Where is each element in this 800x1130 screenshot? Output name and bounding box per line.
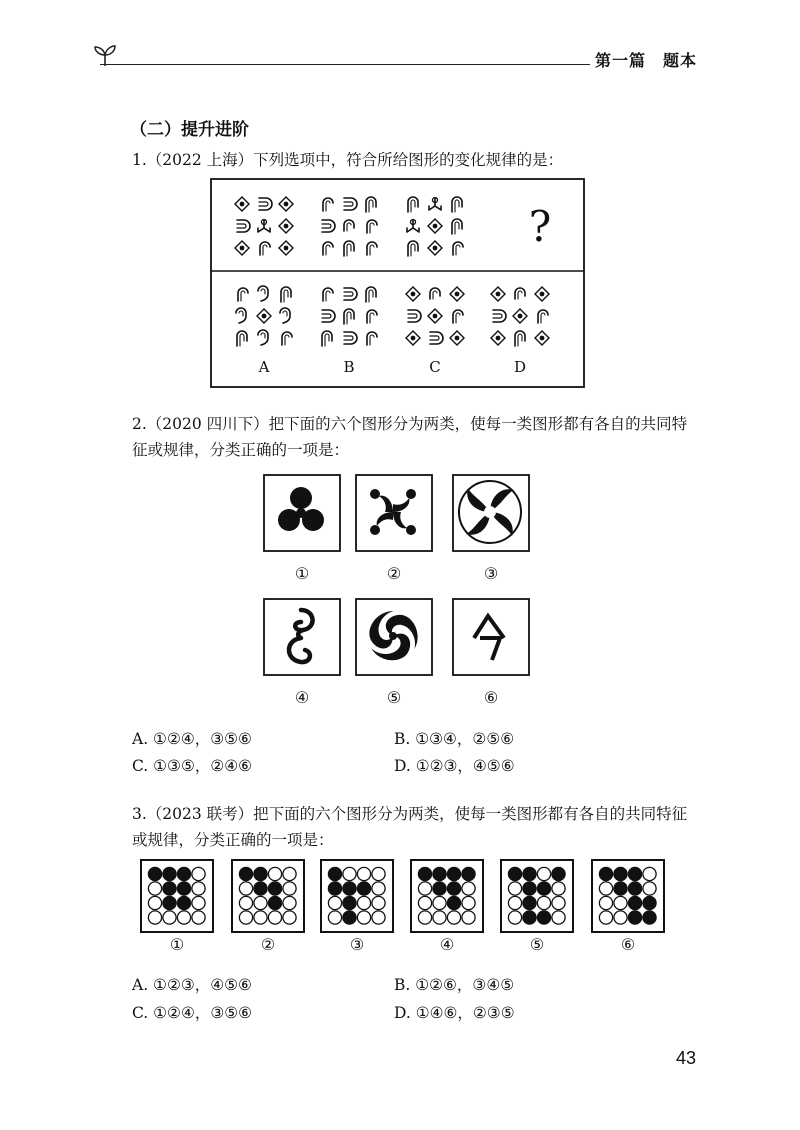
q2-figure-3 xyxy=(452,474,530,552)
filled-dot xyxy=(508,867,521,880)
diamond-icon xyxy=(235,197,249,211)
diamond-icon xyxy=(428,309,442,323)
filled-dot xyxy=(343,882,356,895)
q3-option-B[interactable]: B. ①②⑥，③④⑤ xyxy=(394,976,515,994)
q1-given-1 xyxy=(235,197,293,255)
q3-figure-label: ③ xyxy=(349,935,365,954)
empty-dot xyxy=(192,896,205,909)
u-icon xyxy=(344,288,357,300)
diamond-icon xyxy=(406,287,420,301)
hook-icon xyxy=(282,332,292,345)
empty-dot xyxy=(447,911,460,924)
filled-dot xyxy=(418,867,431,880)
filled-dot xyxy=(254,882,267,895)
empty-dot xyxy=(537,867,550,880)
q1-option-C[interactable] xyxy=(406,287,464,376)
cane-icon xyxy=(237,331,247,346)
empty-dot xyxy=(372,882,385,895)
q1-given-3 xyxy=(407,197,463,256)
empty-dot xyxy=(599,911,612,924)
empty-dot xyxy=(418,882,431,895)
empty-dot xyxy=(254,911,267,924)
q1-option-A[interactable] xyxy=(236,286,292,376)
empty-dot xyxy=(357,867,370,880)
empty-dot xyxy=(552,896,565,909)
hookc-icon xyxy=(515,288,525,299)
filled-dot xyxy=(628,911,641,924)
hook-icon xyxy=(538,310,548,323)
filled-dot xyxy=(328,882,341,895)
filled-dot xyxy=(552,867,565,880)
cane-icon xyxy=(322,331,332,346)
empty-dot xyxy=(508,896,521,909)
filled-dot xyxy=(163,882,176,895)
filled-dot xyxy=(447,896,460,909)
u-icon xyxy=(344,332,357,344)
diamond-icon xyxy=(450,287,464,301)
q3-option-C[interactable]: C. ①②④，③⑤⑥ xyxy=(132,1004,253,1022)
empty-dot xyxy=(177,911,190,924)
hook-icon xyxy=(238,288,248,301)
q3-figure-3 xyxy=(320,859,394,933)
u-icon xyxy=(259,198,272,210)
q2-figure-4 xyxy=(263,598,341,676)
filled-dot xyxy=(268,896,281,909)
filled-dot xyxy=(433,882,446,895)
filled-dot xyxy=(177,896,190,909)
empty-dot xyxy=(537,896,550,909)
q1-option-label: A xyxy=(258,358,270,376)
empty-dot xyxy=(433,911,446,924)
q1-figure xyxy=(210,178,585,388)
empty-dot xyxy=(239,882,252,895)
diamond-icon xyxy=(491,287,505,301)
filled-dot xyxy=(523,911,536,924)
q2-figure-1 xyxy=(263,474,341,552)
filled-dot xyxy=(628,867,641,880)
filled-dot xyxy=(447,867,460,880)
hook-icon xyxy=(367,242,377,255)
q2-figure-2 xyxy=(355,474,433,552)
cane-icon xyxy=(515,331,525,346)
hook-icon xyxy=(323,288,333,301)
diamond-icon xyxy=(513,309,527,323)
q3-option-D[interactable]: D. ①④⑥，②③⑤ xyxy=(394,1004,515,1022)
hookc-icon xyxy=(430,288,440,299)
empty-dot xyxy=(614,911,627,924)
diamond-icon xyxy=(279,197,293,211)
hook-icon xyxy=(367,332,377,345)
q2-option-D[interactable]: D. ①②③，④⑤⑥ xyxy=(394,757,515,775)
filled-dot xyxy=(343,911,356,924)
diamond-icon xyxy=(535,331,549,345)
empty-dot xyxy=(462,911,475,924)
q1-option-D[interactable] xyxy=(491,287,549,376)
empty-dot xyxy=(418,896,431,909)
empty-dot xyxy=(357,896,370,909)
u-icon xyxy=(344,198,357,210)
empty-dot xyxy=(643,882,656,895)
filled-dot xyxy=(537,882,550,895)
u-icon xyxy=(322,310,335,322)
empty-dot xyxy=(163,911,176,924)
empty-dot xyxy=(192,911,205,924)
section-title: （二）提升进阶 xyxy=(130,120,249,140)
diamond-icon xyxy=(235,241,249,255)
cane-icon xyxy=(408,197,418,212)
filled-dot xyxy=(148,867,161,880)
q3-figure-label: ④ xyxy=(439,935,455,954)
empty-dot xyxy=(372,867,385,880)
q3-figure-1 xyxy=(140,859,214,933)
filled-dot xyxy=(614,867,627,880)
q2-figure-label: ④ xyxy=(294,688,310,707)
filled-dot xyxy=(628,896,641,909)
filled-dot xyxy=(163,867,176,880)
q1-option-B[interactable] xyxy=(322,287,377,376)
empty-dot xyxy=(508,911,521,924)
diamond-icon xyxy=(257,309,271,323)
empty-dot xyxy=(268,867,281,880)
q3-figure-6 xyxy=(591,859,665,933)
trefoil-icon xyxy=(429,198,441,211)
filled-dot xyxy=(628,882,641,895)
empty-dot xyxy=(552,911,565,924)
empty-dot xyxy=(343,867,356,880)
mirrorhook-icon xyxy=(258,330,268,345)
q1-stem: 1.（2022 上海）下列选项中，符合所给图形的变化规律的是： xyxy=(132,151,564,169)
filled-dot xyxy=(599,867,612,880)
q2-option-A[interactable]: A. ①②④，③⑤⑥ xyxy=(132,730,252,748)
cane-icon xyxy=(281,287,291,302)
filled-dot xyxy=(177,882,190,895)
q3-stem: 3.（2023 联考）把下面的六个图形分为两类，使每一类图形都有各自的共同特征或规律，分类正确的一项是： xyxy=(132,805,688,849)
q3-option-A[interactable]: A. ①②③，④⑤⑥ xyxy=(132,976,252,994)
hook-icon xyxy=(453,242,463,255)
mirrorhook-icon xyxy=(236,308,246,323)
diamond-icon xyxy=(279,219,293,233)
empty-dot xyxy=(283,911,296,924)
empty-dot xyxy=(148,896,161,909)
cane-icon xyxy=(366,197,376,212)
empty-dot xyxy=(599,896,612,909)
q3-figure-2 xyxy=(231,859,305,933)
empty-dot xyxy=(328,896,341,909)
filled-dot xyxy=(447,882,460,895)
filled-dot xyxy=(523,896,536,909)
q1-option-label: C xyxy=(429,358,441,376)
empty-dot xyxy=(328,911,341,924)
hook-icon xyxy=(323,242,333,255)
diamond-icon xyxy=(428,241,442,255)
empty-dot xyxy=(643,867,656,880)
empty-dot xyxy=(192,882,205,895)
cane-icon xyxy=(366,287,376,302)
filled-dot xyxy=(177,867,190,880)
filled-dot xyxy=(239,867,252,880)
q1-question-mark: ? xyxy=(528,202,552,251)
page-number: 43 xyxy=(675,1048,696,1068)
filled-dot xyxy=(343,896,356,909)
cane-icon xyxy=(452,197,462,212)
empty-dot xyxy=(508,882,521,895)
hook-icon xyxy=(260,242,270,255)
empty-dot xyxy=(462,896,475,909)
empty-dot xyxy=(552,882,565,895)
empty-dot xyxy=(418,911,431,924)
q2-figure-label: ③ xyxy=(483,564,499,583)
q2-figure-5 xyxy=(355,598,433,676)
mirrorhook-icon xyxy=(258,286,268,301)
q3-figure-4 xyxy=(410,859,484,933)
filled-dot xyxy=(433,867,446,880)
hook-icon xyxy=(453,310,463,323)
empty-dot xyxy=(148,882,161,895)
empty-dot xyxy=(357,911,370,924)
q2-option-B[interactable]: B. ①③④，②⑤⑥ xyxy=(394,730,515,748)
empty-dot xyxy=(283,882,296,895)
diamond-icon xyxy=(406,331,420,345)
trefoil-icon xyxy=(407,220,419,233)
empty-dot xyxy=(239,896,252,909)
cane-icon xyxy=(344,241,354,256)
hook-icon xyxy=(367,310,377,323)
filled-dot xyxy=(537,911,550,924)
empty-dot xyxy=(239,911,252,924)
diamond-icon xyxy=(450,331,464,345)
empty-dot xyxy=(614,896,627,909)
empty-dot xyxy=(283,867,296,880)
empty-dot xyxy=(283,896,296,909)
filled-dot xyxy=(523,882,536,895)
filled-dot xyxy=(268,882,281,895)
filled-dot xyxy=(614,882,627,895)
diamond-icon xyxy=(491,331,505,345)
diamond-icon xyxy=(535,287,549,301)
q2-figure-6 xyxy=(452,598,530,676)
q3-figure-label: ⑤ xyxy=(529,935,545,954)
q2-figure-label: ② xyxy=(386,564,402,583)
mirrorhook-icon xyxy=(280,308,290,323)
filled-dot xyxy=(643,911,656,924)
q1-given-2 xyxy=(322,197,377,256)
u-icon xyxy=(493,310,506,322)
q1-option-label: D xyxy=(513,358,527,376)
empty-dot xyxy=(433,896,446,909)
filled-dot xyxy=(462,867,475,880)
empty-dot xyxy=(462,882,475,895)
empty-dot xyxy=(599,882,612,895)
empty-dot xyxy=(372,911,385,924)
cane-icon xyxy=(344,309,354,324)
empty-dot xyxy=(148,911,161,924)
q2-option-C[interactable]: C. ①③⑤，②④⑥ xyxy=(132,757,253,775)
header-title: 第一篇 题本 xyxy=(594,51,697,70)
hookc-icon xyxy=(344,220,354,231)
cane-icon xyxy=(408,241,418,256)
filled-dot xyxy=(357,882,370,895)
header-rule xyxy=(100,64,590,65)
q3-figure-label: ⑥ xyxy=(620,935,636,954)
q1-option-label: B xyxy=(343,358,355,376)
diamond-icon xyxy=(279,241,293,255)
q2-figure-label: ⑤ xyxy=(386,688,402,707)
cane-icon xyxy=(452,219,462,234)
empty-dot xyxy=(254,896,267,909)
filled-dot xyxy=(523,867,536,880)
diamond-icon xyxy=(428,219,442,233)
trefoil-icon xyxy=(258,220,270,233)
q2-stem: 2.（2020 四川下）把下面的六个图形分为两类，使每一类图形都有各自的共同特征或规律，分类正确的一项是： xyxy=(132,415,688,459)
q3-figure-5 xyxy=(500,859,574,933)
empty-dot xyxy=(192,867,205,880)
u-icon xyxy=(430,332,443,344)
filled-dot xyxy=(328,867,341,880)
empty-dot xyxy=(372,896,385,909)
q2-figure-label: ① xyxy=(294,564,310,583)
q3-figure-label: ② xyxy=(260,935,276,954)
q2-figure-label: ⑥ xyxy=(483,688,499,707)
filled-dot xyxy=(643,896,656,909)
u-icon xyxy=(322,220,335,232)
q3-figure-label: ① xyxy=(169,935,185,954)
hook-icon xyxy=(323,198,333,211)
u-icon xyxy=(237,220,250,232)
filled-dot xyxy=(254,867,267,880)
u-icon xyxy=(408,310,421,322)
hook-icon xyxy=(367,220,377,233)
filled-dot xyxy=(163,896,176,909)
empty-dot xyxy=(268,911,281,924)
swirl-circle-icon xyxy=(459,481,521,543)
